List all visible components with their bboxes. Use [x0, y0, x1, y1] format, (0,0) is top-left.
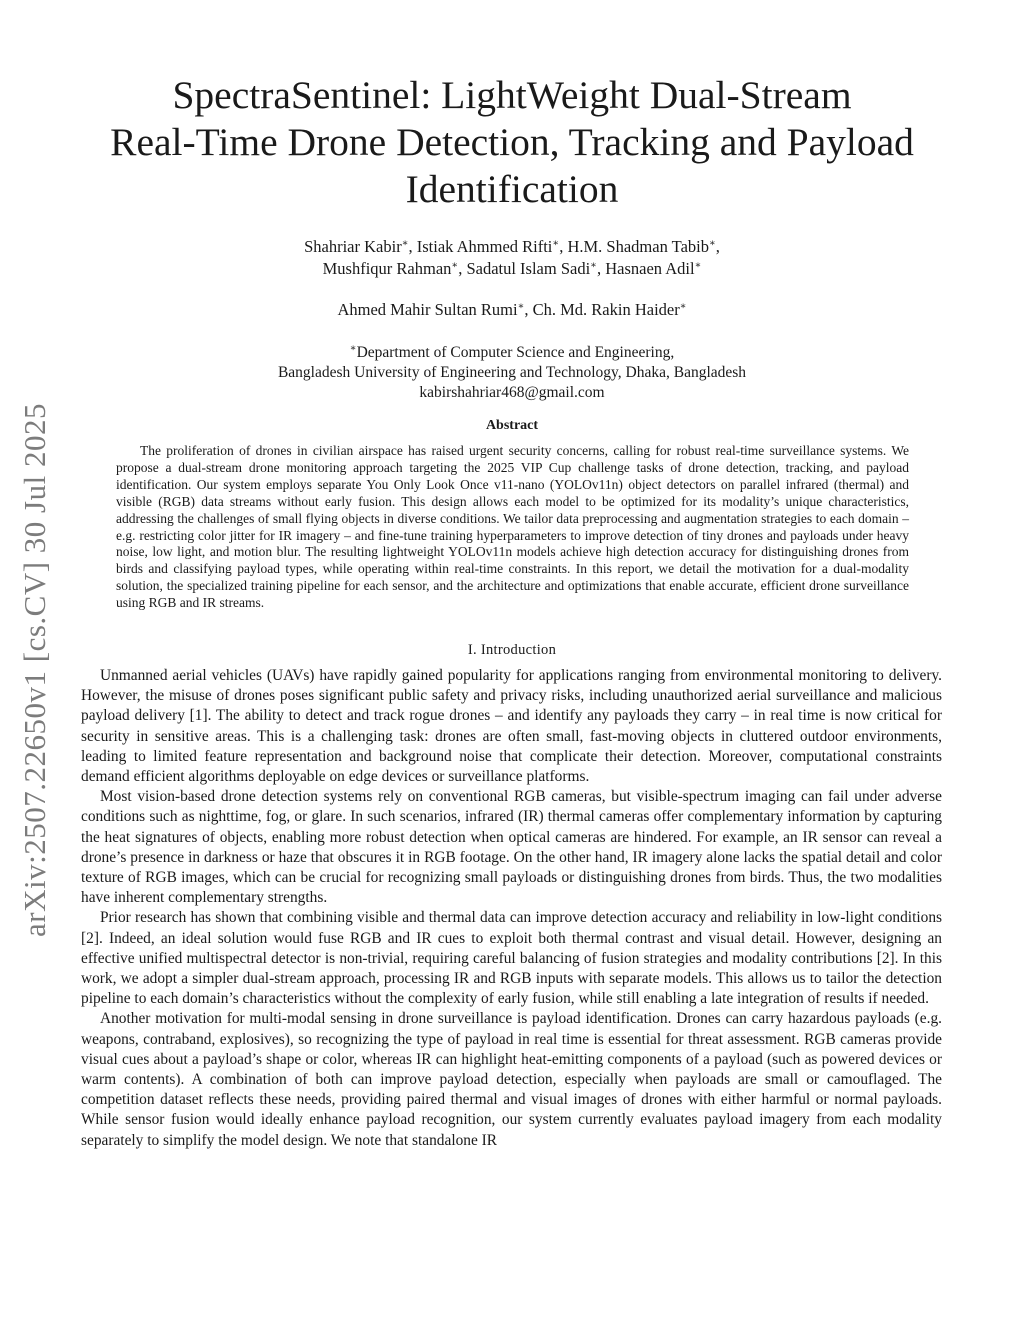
- author-list-second: Ahmed Mahir Sultan Rumi∗, Ch. Md. Rakin Haider∗: [337, 300, 687, 319]
- arxiv-identifier: [6, 375, 64, 965]
- abstract-heading: Abstract: [485, 418, 539, 433]
- title-line: Identification: [405, 167, 619, 211]
- author-name: Ch. Md. Rakin Haider: [532, 300, 680, 319]
- abstract-text: The proliferation of drones in civilian airspace has raised urgent security concerns, calling for robust real-time surveillance systems. We propose a dual-stream drone monitoring approach targeting the 2025 VIP Cup challenge tasks of drone detection, tracking, and payload identification. Our system employs separate You Only Look Once v11-nano (YOLOv11n) object detectors on parallel infrared (thermal) and visible (RGB) data streams without early fusion. This design allows each model to be optimized for its modality’s unique characteristics, addressing the challenges of small flying objects in diverse conditions. We tailor data preprocessing and augmentation strategies to each domain – e.g. restricting color jitter for IR imagery – and fine-tune training hyperparameters to improve detection of tiny drones and payloads under heavy noise, low light, and motion blur. The resulting lightweight YOLOv11n models achieve high detection accuracy for distinguishing drones from birds and classifying payload types, while operating within real-time constraints. In this report, we detail the motivation for a dual-modality solution, the specialized training pipeline for each sensor, and the architecture and optimizations that enable accurate, efficient drone surveillance using RGB and IR streams.: [116, 443, 909, 611]
- university: Bangladesh University of Engineering and Technology, Dhaka, Bangladesh: [277, 364, 747, 381]
- affiliation-marker: ∗: [694, 260, 702, 271]
- affiliation-marker: ∗: [708, 238, 716, 249]
- paragraph: Most vision-based drone detection systems rely on conventional RGB cameras, but visible-spectrum imaging can fail under adverse conditions such as nighttime, fog, or glare. In such scenarios, infrared (IR) thermal cameras offer complementary information by capturing the heat signatures of objects, enabling more robust detection when optical cameras are hindered. For example, an IR sensor can reveal a drone’s presence in darkness or haze that obscures it in RGB footage. On the other hand, IR imagery alone lacks the spatial detail and color texture of RGB images, which can be crucial for recognizing small payloads or distinguishing drones from birds. Thus, the two modalities have inherent complementary strengths.: [81, 788, 942, 907]
- author-name: Shahriar Kabir: [304, 237, 402, 256]
- author-name: Sadatul Islam Sadi: [466, 259, 591, 278]
- affiliation-marker: ∗: [679, 301, 687, 312]
- paper-title: [80, 72, 944, 213]
- author-name: Hasnaen Adil: [605, 259, 695, 278]
- author-name: Ahmed Mahir Sultan Rumi: [337, 300, 518, 319]
- paragraph: Prior research has shown that combining visible and thermal data can improve detection accuracy and reliability in low-light conditions [2]. Indeed, an ideal solution would fuse RGB and IR cues to exploit both thermal contrast and visual detail. However, designing an effective unified multispectral detector is non-trivial, requiring careful balancing of fusion strategies and modality contributions [2]. In this work, we adopt a simpler dual-stream approach, processing IR and RGB inputs with separate models. This allows us to tailor the detection pipeline to each domain’s characteristics without the complexity of early fusion, while still enabling a late integration of results if needed.: [81, 909, 942, 1008]
- paragraph: Another motivation for multi-modal sensing in drone surveillance is payload identification. Drones can carry hazardous payloads (e.g. weapons, contraband, explosives), so recognizing the type of payload in real time is essential for threat assessment. RGB cameras provide visual cues about a payload’s shape or color, whereas IR can highlight heat-emitting components of a payload (such as powered devices or warm contents). A combination of both can improve payload detection, especially when payloads are small or camouflaged. The competition dataset reflects these needs, providing paired thermal and visual images of drones with either harmful or normal payloads. While sensor fusion would ideally enhance payload recognition, our system currently evaluates payload imagery from each modality separately to simplify the model design. We note that standalone IR: [81, 1010, 942, 1149]
- title-line: Real-Time Drone Detection, Tracking and Payload: [110, 120, 914, 164]
- affiliation-marker: ∗: [451, 260, 459, 271]
- affiliation-marker: ∗: [590, 260, 597, 271]
- department: Department of Computer Science and Engineering,: [356, 344, 675, 361]
- affiliation-marker: ∗: [349, 343, 357, 354]
- author-name: Istiak Ahmmed Rifti: [416, 237, 553, 256]
- arxiv-id-text: arXiv:2507.22650v1 [cs.CV] 30 Jul 2025: [17, 403, 52, 937]
- author-name: Mushfiqur Rahman: [322, 259, 452, 278]
- contact-email: kabirshahriar468@gmail.com: [419, 384, 605, 401]
- section-heading: I. Introduction: [467, 642, 557, 658]
- affiliation-marker: ∗: [401, 238, 409, 249]
- paragraph: Unmanned aerial vehicles (UAVs) have rapidly gained popularity for applications ranging from environmental monitoring to delivery. However, the misuse of drones poses significant public safety and privacy risks, including unauthorized aerial surveillance and malicious payload delivery [1]. The ability to detect and track rogue drones – and identify any payloads they carry – in real time is now critical for security in sensitive areas. This is a challenging task: drones are often small, fast-moving objects in cluttered outdoor environments, leading to limited feature representation and background noise that complicate their detection. Moreover, computational constraints demand efficient algorithms deployable on edge devices or surveillance platforms.: [81, 667, 942, 786]
- affiliation-marker: ∗: [552, 238, 560, 249]
- title-line: SpectraSentinel: LightWeight Dual-Stream: [172, 73, 852, 117]
- author-list: Shahriar Kabir∗, Istiak Ahmmed Rifti∗, H.M. Shadman Tabib∗, Mushfiqur Rahman∗, Sadatul Islam Sadi∗, Hasnaen Adil∗: [304, 237, 720, 278]
- affiliation-block: [100, 343, 924, 403]
- author-name: H.M. Shadman Tabib: [567, 237, 709, 256]
- introduction-body: [81, 666, 942, 1151]
- affiliation-marker: ∗: [517, 301, 525, 312]
